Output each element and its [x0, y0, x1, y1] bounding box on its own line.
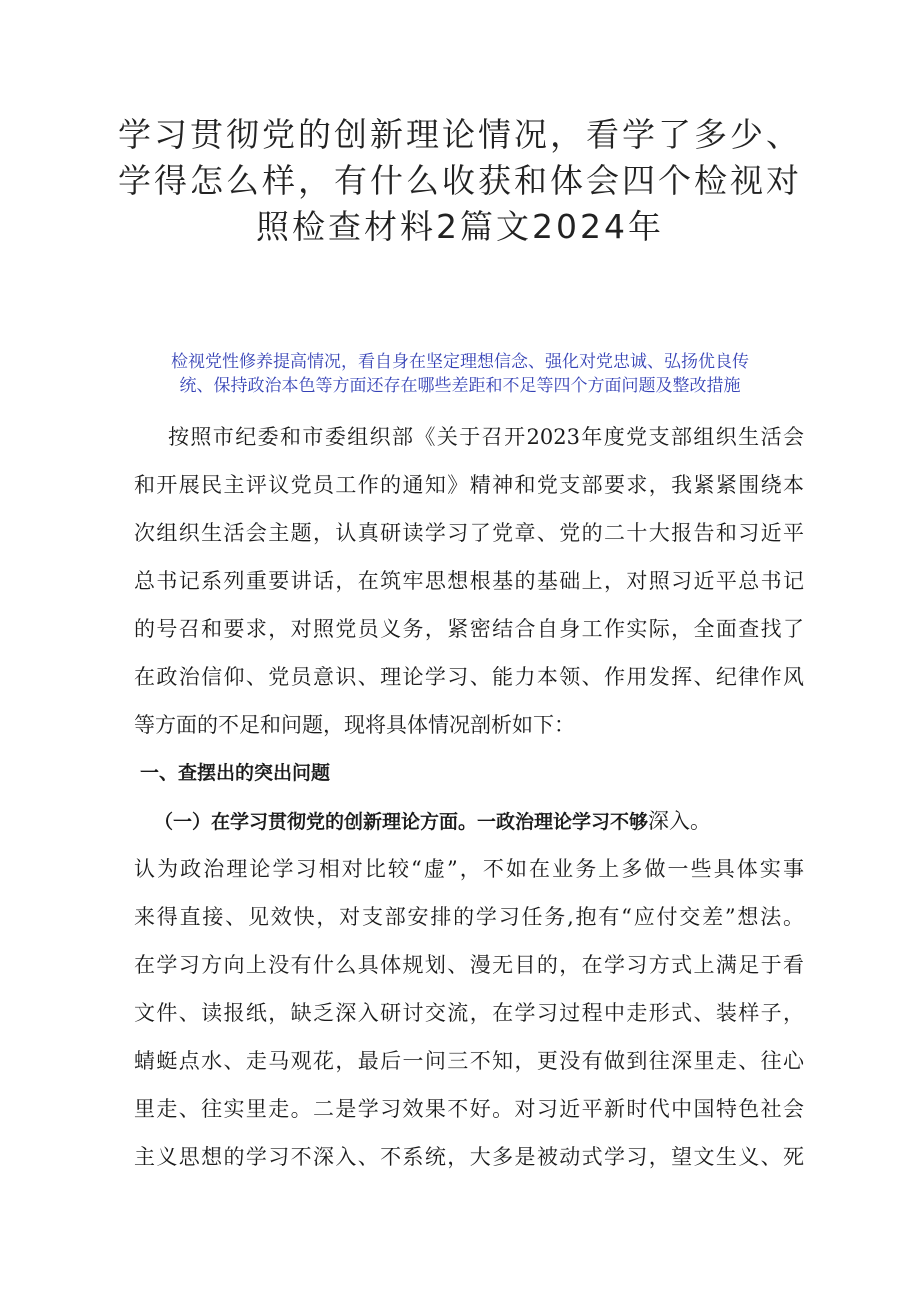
subtitle-line: 检视党性修养提高情况，看自身在坚定理想信念、强化对党忠诚、弘扬优良传 — [171, 352, 749, 372]
intro-line: 在政治信仰、党员意识、理论学习、能力本领、作用发挥、纪律作风 — [134, 665, 804, 689]
intro-line: 等方面的不足和问题，现将具体情况剖析如下： — [134, 713, 575, 737]
title-line: 学得怎么样，有什么收获和体会四个检视对 — [118, 161, 802, 200]
section-line: 在学习方向上没有什么具体规划、漫无目的，在学习方式上满足于看 — [134, 953, 804, 977]
subsection-heading: （一）在学习贯彻党的创新理论方面。一政治理论学习不够 — [154, 811, 649, 833]
document-title — [110, 112, 810, 250]
section-heading: 一、查摆出的突出问题 — [140, 762, 331, 784]
subsection-heading-rest: 深入。 — [648, 809, 712, 833]
subtitle-line: 统、保持政治本色等方面还存在哪些差距和不足等四个方面问题及整改措施 — [179, 376, 741, 396]
section-line: 来得直接、见效快，对支部安排的学习任务,抱有“应付交差”想法。 — [134, 905, 804, 929]
section-line: 蜻蜓点水、走马观花，最后一问三不知，更没有做到往深里走、往心 — [134, 1049, 804, 1073]
intro-line: 按照市纪委和市委组织部《关于召开2023年度党支部组织生活会 — [168, 425, 804, 449]
section-line: 里走、往实里走。二是学习效果不好。对习近平新时代中国特色社会 — [134, 1097, 804, 1121]
intro-line: 的号召和要求，对照党员义务，紧密结合自身工作实际，全面查找了 — [134, 617, 804, 641]
intro-line: 和开展民主评议党员工作的通知》精神和党支部要求，我紧紧围绕本 — [134, 473, 804, 497]
subsection-heading-line — [134, 797, 804, 845]
title-line: 照检查材料2篇文2024年 — [256, 207, 664, 246]
section-line: 文件、读报纸，缺乏深入研讨交流，在学习过程中走形式、装样子， — [134, 1001, 804, 1025]
section-line: 认为政治理论学习相对比较“虚”，不如在业务上多做一些具体实事 — [134, 857, 804, 881]
document-subtitle — [120, 350, 800, 398]
title-line: 学习贯彻党的创新理论情况，看学了多少、 — [118, 115, 802, 154]
section-line: 主义思想的学习不深入、不系统，大多是被动式学习，望文生义、死 — [134, 1145, 804, 1169]
intro-line: 总书记系列重要讲话，在筑牢思想根基的基础上，对照习近平总书记 — [134, 569, 804, 593]
intro-line: 次组织生活会主题，认真研读学习了党章、党的二十大报告和习近平 — [134, 521, 804, 545]
document-body — [134, 413, 804, 1181]
